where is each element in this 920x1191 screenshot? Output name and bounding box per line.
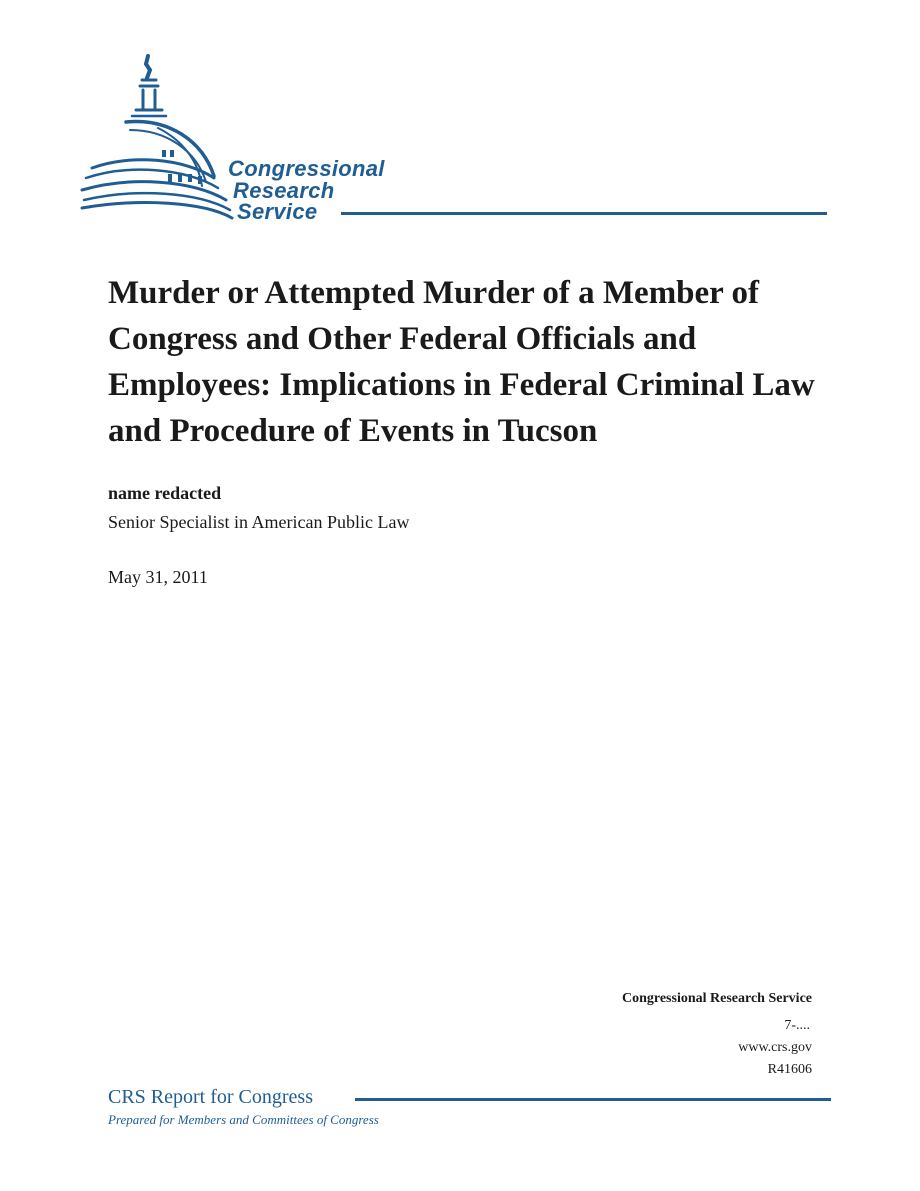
footer-divider <box>355 1098 831 1101</box>
footer-title: CRS Report for Congress <box>108 1086 313 1108</box>
report-title: Murder or Attempted Murder of a Member of Congress and Other Federal Officials and Employees: Implications in Federal Criminal Law and Procedure of Events in Tucson <box>108 275 815 449</box>
footer-subtitle: Prepared for Members and Committees of Congress <box>108 1112 379 1127</box>
report-number: R41606 <box>767 1062 812 1077</box>
capitol-dome-icon <box>0 0 920 240</box>
organization-name: Congressional Research Service <box>621 991 812 1006</box>
crs-logo <box>0 0 920 240</box>
author-title: Senior Specialist in American Public Law <box>108 512 410 532</box>
logo-word-service: Service <box>237 199 318 224</box>
website-link[interactable]: www.crs.gov <box>738 1040 812 1055</box>
report-date: May 31, 2011 <box>108 567 208 587</box>
author-name: name redacted <box>108 483 222 503</box>
logo-divider <box>341 212 827 215</box>
logo-word-congressional: Congressional <box>228 156 385 181</box>
report-code: 7-.... <box>784 1018 810 1033</box>
logo-word-research: Research <box>233 178 335 203</box>
